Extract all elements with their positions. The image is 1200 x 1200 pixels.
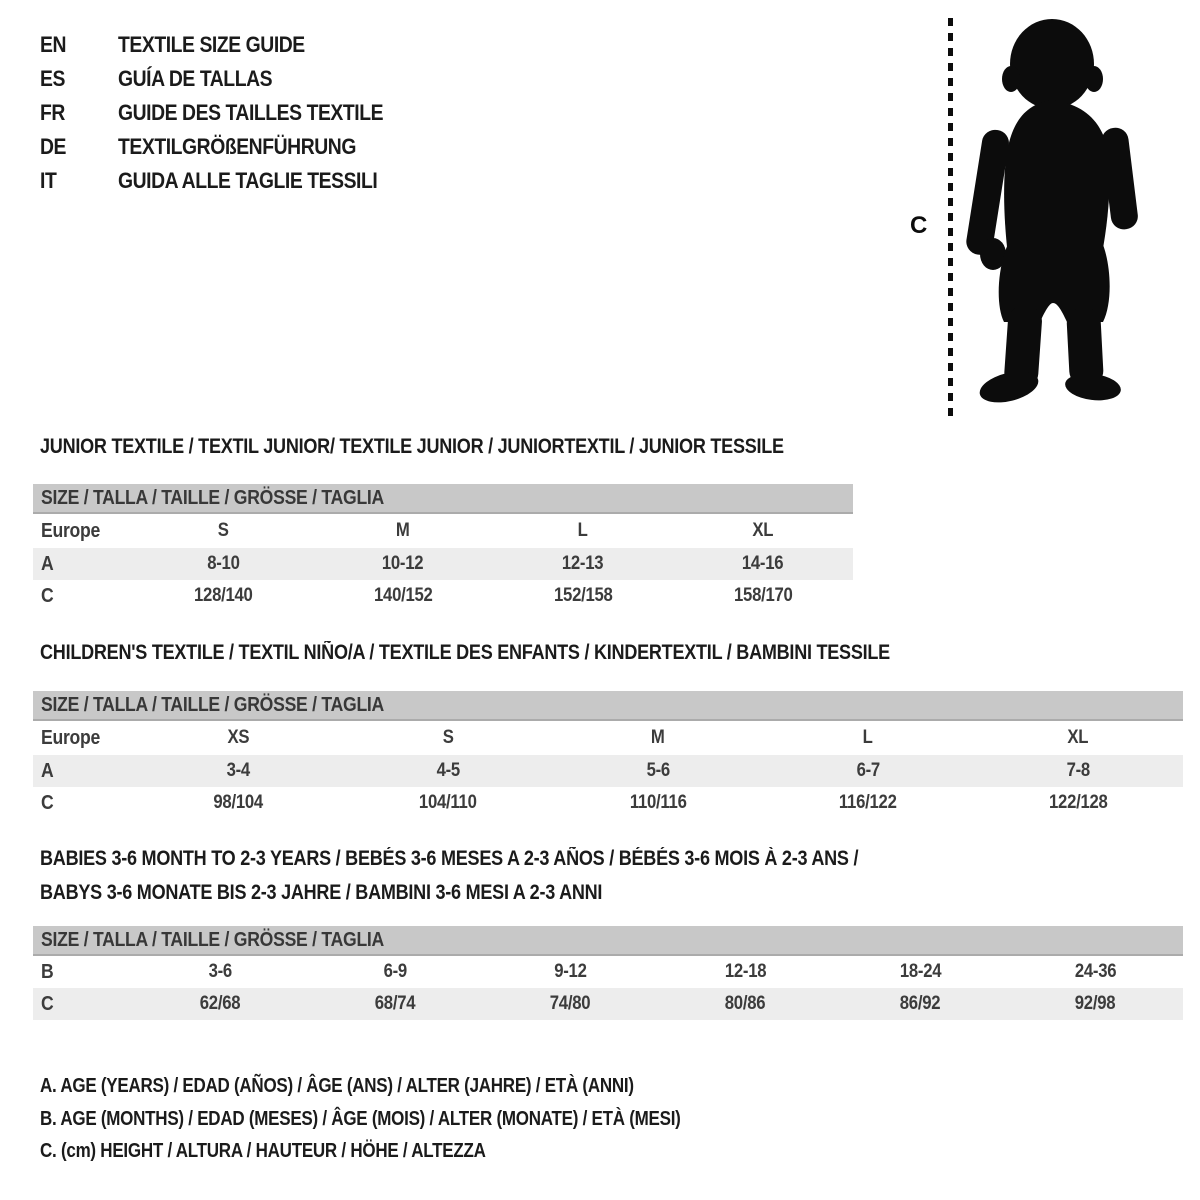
- size-table-row: [33, 548, 853, 580]
- size-value-cell: 3-4: [226, 760, 250, 781]
- size-value-cell: XS: [227, 727, 249, 748]
- language-title: GUIDA ALLE TAGLIE TESSILI: [118, 168, 378, 193]
- language-code: FR: [40, 100, 65, 125]
- row-label: A: [41, 552, 54, 575]
- size-header-label: SIZE / TALLA / TAILLE / GRÖSSE / TAGLIA: [41, 928, 385, 951]
- size-value-cell: M: [651, 727, 665, 748]
- junior-size-table: [33, 484, 853, 612]
- size-value-cell: L: [578, 520, 588, 541]
- legend-line-a: A. AGE (YEARS) / EDAD (AÑOS) / ÂGE (ANS) / ALTER (JAHRE) / ETÀ (ANNI): [40, 1075, 634, 1097]
- size-value-cell: 86/92: [900, 993, 941, 1014]
- size-value-cell: 74/80: [550, 993, 591, 1014]
- size-header-label: SIZE / TALLA / TAILLE / GRÖSSE / TAGLIA: [41, 693, 385, 716]
- row-label: C: [41, 791, 54, 814]
- size-value-cell: 140/152: [373, 585, 433, 606]
- size-value-cell: 6-9: [383, 961, 408, 982]
- size-value-cell: 12-13: [562, 553, 604, 574]
- language-row: [40, 96, 419, 130]
- size-value-cell: 98/104: [213, 792, 263, 813]
- language-title: TEXTILGRÖßENFÜHRUNG: [118, 134, 356, 159]
- language-row: [40, 130, 419, 164]
- size-table-row: [33, 514, 853, 548]
- language-code: EN: [40, 32, 67, 57]
- size-value-cell: 8-10: [206, 553, 240, 574]
- legend-line-c: C. (cm) HEIGHT / ALTURA / HAUTEUR / HÖHE / ALTEZZA: [40, 1140, 486, 1162]
- language-code: DE: [40, 134, 67, 159]
- size-value-cell: 3-6: [208, 961, 233, 982]
- babies-size-table: [33, 926, 1183, 1020]
- language-title: TEXTILE SIZE GUIDE: [118, 32, 305, 57]
- size-value-cell: 128/140: [193, 585, 253, 606]
- size-value-cell: XL: [752, 520, 774, 541]
- size-value-cell: 92/98: [1075, 993, 1116, 1014]
- language-row: [40, 28, 419, 62]
- size-table-row: [33, 988, 1183, 1020]
- size-value-cell: 18-24: [899, 961, 942, 982]
- size-table-row: [33, 956, 1183, 988]
- size-value-cell: L: [863, 727, 873, 748]
- height-measure-label: C: [910, 212, 928, 239]
- children-size-table: [33, 691, 1183, 819]
- language-code: ES: [40, 66, 65, 91]
- size-header-label: SIZE / TALLA / TAILLE / GRÖSSE / TAGLIA: [41, 486, 385, 509]
- size-value-cell: 152/158: [553, 585, 613, 606]
- size-value-cell: 116/122: [839, 792, 897, 813]
- language-row: [40, 164, 419, 198]
- legend-line-b: B. AGE (MONTHS) / EDAD (MESES) / ÂGE (MOIS) / ALTER (MONATE) / ETÀ (MESI): [40, 1108, 681, 1130]
- size-value-cell: 7-8: [1066, 760, 1090, 781]
- size-value-cell: 62/68: [200, 993, 241, 1014]
- babies-section-title-line1: BABIES 3-6 MONTH TO 2-3 YEARS / BEBÉS 3-6 MESES A 2-3 AÑOS / BÉBÉS 3-6 MOIS À 2-3 ANS /: [40, 847, 859, 870]
- row-label: Europe: [41, 726, 101, 749]
- language-title: GUIDE DES TAILLES TEXTILE: [118, 100, 384, 125]
- size-value-cell: 14-16: [742, 553, 784, 574]
- language-title: GUÍA DE TALLAS: [118, 66, 273, 91]
- size-value-cell: S: [442, 727, 454, 748]
- size-value-cell: 122/128: [1048, 792, 1108, 813]
- size-value-cell: 9-12: [554, 961, 587, 982]
- language-code: IT: [40, 168, 57, 193]
- language-title-list: [40, 28, 419, 198]
- row-label: C: [41, 992, 54, 1015]
- size-table-row: [33, 721, 1183, 755]
- size-header-band: [33, 691, 1183, 721]
- size-value-cell: S: [217, 520, 229, 541]
- size-value-cell: 12-18: [724, 961, 767, 982]
- row-label: Europe: [41, 519, 101, 542]
- size-value-cell: 24-36: [1074, 961, 1117, 982]
- size-header-band: [33, 484, 853, 514]
- row-label: C: [41, 584, 54, 607]
- size-value-cell: 4-5: [436, 760, 460, 781]
- size-value-cell: 110/116: [629, 792, 687, 813]
- size-value-cell: XL: [1067, 727, 1089, 748]
- size-header-band: [33, 926, 1183, 956]
- size-table-row: [33, 755, 1183, 787]
- size-value-cell: M: [396, 520, 410, 541]
- size-value-cell: 158/170: [733, 585, 793, 606]
- children-section-title: CHILDREN'S TEXTILE / TEXTIL NIÑO/A / TEXTILE DES ENFANTS / KINDERTEXTIL / BAMBINI TESSILE: [40, 641, 890, 664]
- size-value-cell: 80/86: [725, 993, 766, 1014]
- row-label: B: [41, 960, 54, 983]
- size-value-cell: 104/110: [419, 792, 477, 813]
- size-value-cell: 68/74: [375, 993, 416, 1014]
- row-label: A: [41, 759, 54, 782]
- baby-silhouette-icon: [962, 14, 1142, 418]
- babies-section-title-line2: BABYS 3-6 MONATE BIS 2-3 JAHRE / BAMBINI 3-6 MESI A 2-3 ANNI: [40, 881, 603, 904]
- size-table-row: [33, 580, 853, 612]
- size-value-cell: 5-6: [646, 760, 670, 781]
- junior-section-title: JUNIOR TEXTILE / TEXTIL JUNIOR/ TEXTILE JUNIOR / JUNIORTEXTIL / JUNIOR TESSILE: [40, 435, 784, 458]
- size-value-cell: 10-12: [382, 553, 424, 574]
- height-measure-dashed-line: [948, 18, 953, 416]
- language-row: [40, 62, 419, 96]
- size-table-row: [33, 787, 1183, 819]
- size-value-cell: 6-7: [856, 760, 880, 781]
